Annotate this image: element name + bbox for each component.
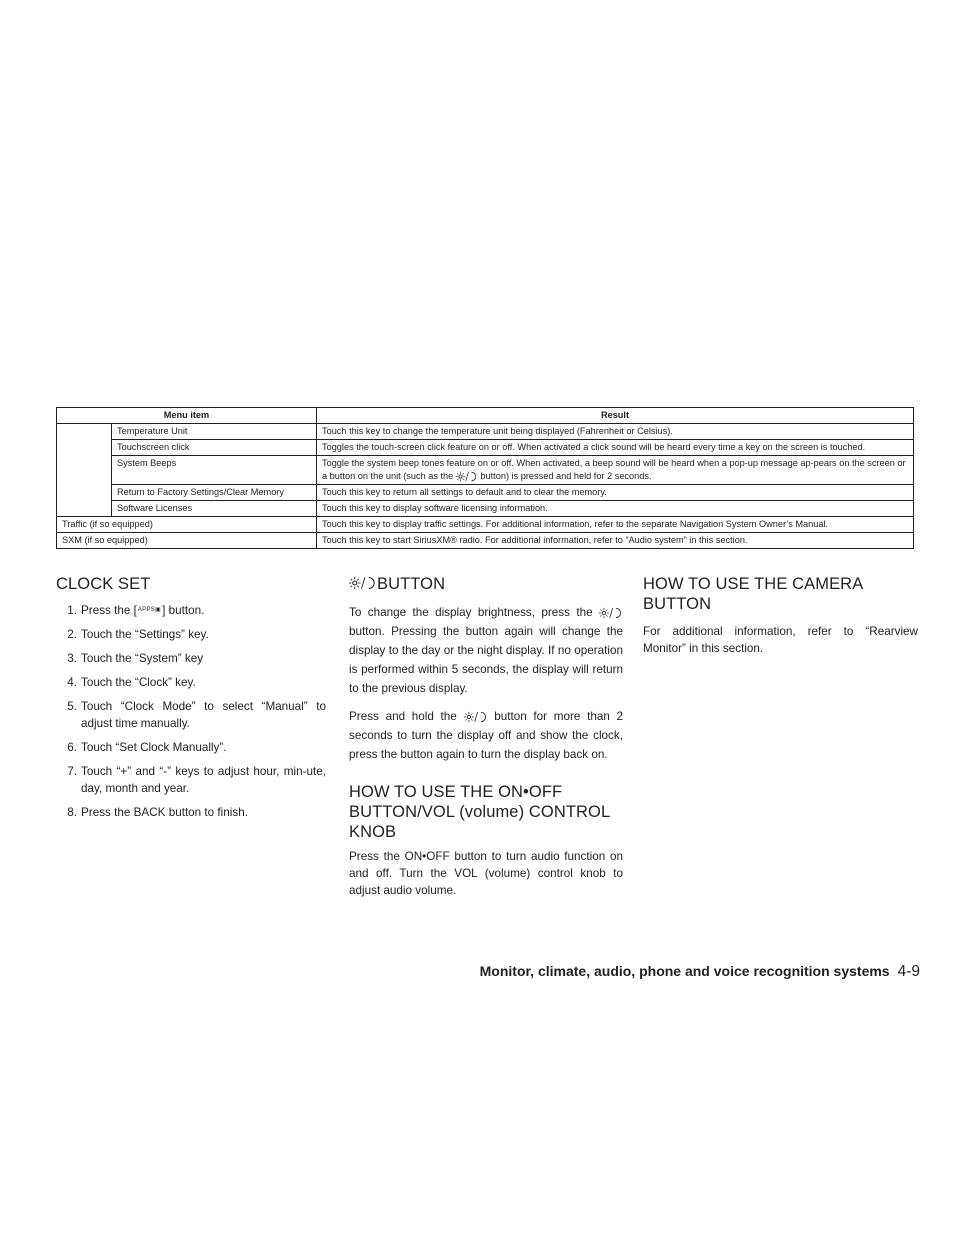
step-text: Touch the “Settings” key. [81,628,209,641]
table-cell-item: Temperature Unit [112,424,317,440]
camera-heading: HOW TO USE THE CAMERA BUTTON [643,575,863,613]
brightness-heading-label: BUTTON [377,575,446,593]
clock-set-heading: CLOCK SET [56,575,151,593]
table-cell-item: Return to Factory Settings/Clear Memory [112,485,317,501]
day-night-icon [464,711,488,723]
table-header-row [57,408,914,424]
step-text: Touch “Set Clock Manually”. [81,741,227,754]
brightness-p2-pre: Press and hold the [349,710,457,723]
table-cell-item: SXM (if so equipped) [57,533,317,549]
table-row [57,533,914,549]
list-item [56,698,326,732]
step-text: Press the BACK button to finish. [81,806,248,819]
camera-paragraph: For additional information, refer to “Rearview Monitor” in this section. [643,625,918,655]
step-text-pre: Press the [ [81,604,137,617]
brightness-p1-pre: To change the display brightness, press the [349,606,593,619]
table-cell-item: Software Licenses [112,501,317,517]
settings-table [56,407,914,549]
list-item [56,739,326,756]
apps-key-label: APPS [137,607,156,613]
list-item [56,674,326,691]
table-row [57,424,914,440]
table-cell-result [317,456,914,485]
footer-section-title: Monitor, climate, audio, phone and voice recognition systems [479,963,890,979]
brightness-heading [349,574,623,594]
brightness-p2-post: button for more than 2 seconds to turn the display off and show the clock, press the button again to turn the display back on. [349,710,624,761]
table-cell-item: Touchscreen click [112,440,317,456]
table-cell-item: System Beeps [112,456,317,485]
step-number: 6. [67,741,77,754]
clock-set-steps [56,602,326,821]
step-number: 4. [67,676,77,689]
step-text: Touch “Clock Mode” to select “Manual” to adjust time manually. [81,700,326,730]
list-item [56,804,326,821]
indent-cell [57,424,112,517]
page-footer [480,962,920,981]
table-cell-result: Touch this key to return all settings to default and to clear the memory. [317,485,914,501]
onoff-paragraph: Press the ON•OFF button to turn audio function on and off. Turn the VOL (volume) control knob to adjust audio volume. [349,850,623,897]
table-row [57,517,914,533]
table-row [57,501,914,517]
day-night-icon [456,471,478,482]
table-row [57,440,914,456]
camera-section [643,574,918,657]
step-number: 1. [67,604,77,617]
step-text: Touch the “System” key [81,652,204,665]
day-night-icon [599,607,623,619]
list-item [56,650,326,667]
onoff-heading: HOW TO USE THE ON•OFF BUTTON/VOL (volume) CONTROL KNOB [349,783,610,841]
table-row [57,456,914,485]
table-cell-result: Touch this key to start SiriusXM® radio. For additional information, refer to “Audio system” in this section. [317,533,914,549]
day-night-icon [349,576,377,590]
brightness-p1-post: button. Pressing the button again will change the display to the day or the night display. If no operation is performed within 5 seconds, the display will return to the previous display. [349,625,623,695]
result-text-a: Toggle the system beep tones feature on or off. When activated, a beep sound will be heard when a pop-up message ap-pears on the screen or a button on the unit (such as the [322,458,906,481]
step-text [81,602,326,619]
page-number: 4-9 [897,963,920,980]
step-text: Touch “+” and “-” keys to adjust hour, min-ute, day, month and year. [81,765,326,795]
step-number: 7. [67,765,77,778]
table-cell-result: Touch this key to display traffic settings. For additional information, refer to the separate Navigation System Owner’s Manual. [317,517,914,533]
table-cell-result: Touch this key to display software licensing information. [317,501,914,517]
step-text-post: ] button. [162,604,205,617]
step-number: 3. [67,652,77,665]
apps-key-icon: APPS▣ [137,607,162,613]
step-number: 8. [67,806,77,819]
table-cell-item: Traffic (if so equipped) [57,517,317,533]
brightness-paragraph-1 [349,603,623,698]
step-text: Touch the “Clock” key. [81,676,196,689]
header-result: Result [317,408,914,424]
step-number: 5. [67,700,77,713]
brightness-paragraph-2 [349,707,623,764]
table-cell-result: Touch this key to change the temperature unit being displayed (Fahrenheit or Celsius). [317,424,914,440]
clock-set-section [56,574,326,828]
table-row [57,485,914,501]
step-number: 2. [67,628,77,641]
table-cell-result: Toggles the touch-screen click feature on or off. When activated a click sound will be heard every time a key on the screen is touched. [317,440,914,456]
header-menu-item: Menu item [57,408,317,424]
list-item [56,626,326,643]
brightness-section [349,574,623,899]
list-item [56,602,326,619]
list-item [56,763,326,797]
result-text-b: button) is pressed and held for 2 seconds. [480,471,652,481]
